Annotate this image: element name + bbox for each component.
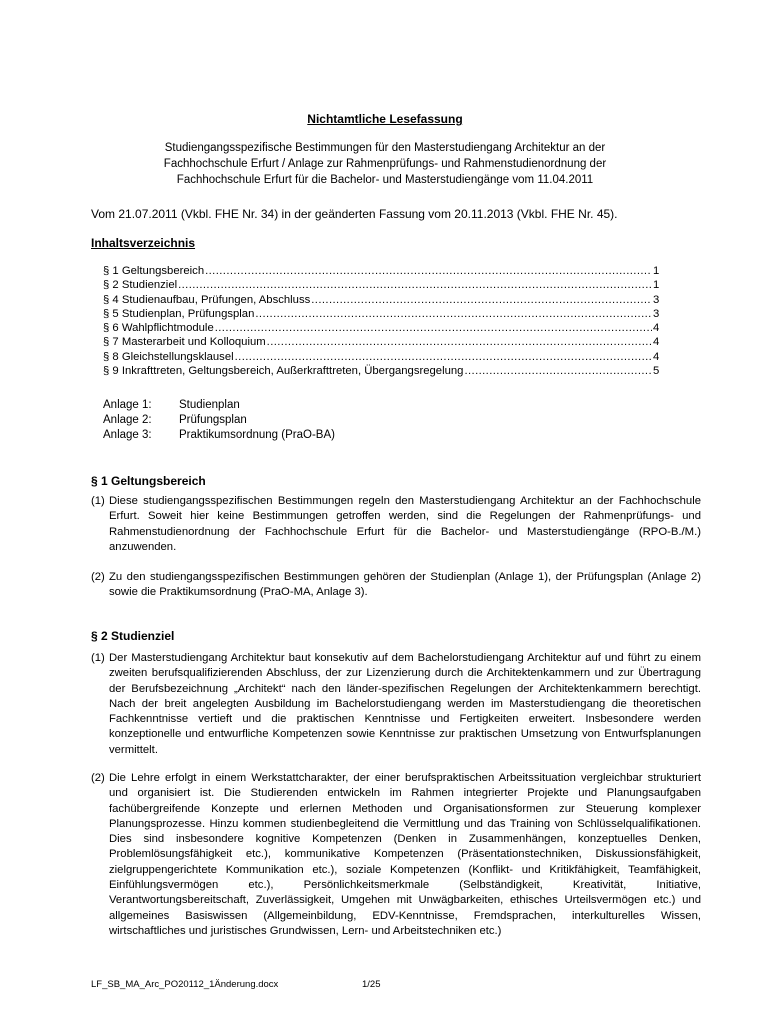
toc-entry-page: 1 <box>653 265 660 277</box>
paragraph-number: (2) <box>91 571 105 583</box>
paragraph-text: Diese studiengangsspezifischen Bestimmungen regeln den Masterstudiengang Architektur an der Fachhochschule Erfurt. Soweit hier keine Bestimmungen getroffen werden, sind die Regelungen der Rahmenprüfungs- und Rahmenstudienordnung der Fachhochschule Erfurt für die Bachelor- und Masterstudiengänge (RPO-B./M.) anzuwenden. <box>109 495 701 553</box>
annex-item <box>103 413 335 428</box>
toc-leader <box>178 278 652 292</box>
paragraph-number: (2) <box>91 772 105 784</box>
toc-entry[interactable] <box>103 278 659 292</box>
toc-leader <box>205 264 652 278</box>
version-note: Vom 21.07.2011 (Vkbl. FHE Nr. 34) in der geänderten Fassung vom 20.11.2013 (Vkbl. FHE Nr. 45). <box>91 207 618 221</box>
toc-entry-label: § 4 Studienaufbau, Prüfungen, Abschluss <box>103 293 311 306</box>
document-title: Nichtamtliche Lesefassung <box>307 112 463 126</box>
annex-list <box>103 398 335 443</box>
toc-entry-page: 4 <box>653 336 660 349</box>
annex-name: Studienplan <box>179 399 240 411</box>
toc-entry-label: § 2 Studienziel <box>103 279 178 292</box>
toc-leader <box>464 364 652 378</box>
toc-entry[interactable] <box>103 264 659 278</box>
toc-entry[interactable] <box>103 321 659 335</box>
annex-name: Praktikumsordnung (PraO-BA) <box>179 429 335 441</box>
section-2-heading: § 2 Studienziel <box>91 629 175 643</box>
annex-label: Anlage 1: <box>103 399 152 411</box>
footer-filename: LF_SB_MA_Arc_PO20112_1Änderung.docx <box>91 979 279 990</box>
paragraph-number: (1) <box>91 495 105 507</box>
section-2-paragraph-2 <box>91 771 701 939</box>
section-1-heading: § 1 Geltungsbereich <box>91 474 206 488</box>
toc-entry-label: § 7 Masterarbeit und Kolloquium <box>103 336 266 349</box>
toc-entry-page: 3 <box>653 307 660 320</box>
section-1-paragraph-1 <box>91 494 701 555</box>
annex-label: Anlage 2: <box>103 414 152 426</box>
paragraph-number: (1) <box>91 652 105 664</box>
subtitle-line: Fachhochschule Erfurt für die Bachelor- und Masterstudiengänge vom 11.04.2011 <box>176 174 594 186</box>
toc-leader <box>215 321 652 335</box>
toc-entry-page: 4 <box>653 322 660 335</box>
subtitle-line: Fachhochschule Erfurt / Anlage zur Rahmenprüfungs- und Rahmenstudienordnung der <box>163 158 607 170</box>
toc-leader <box>267 335 652 349</box>
toc-entry-label: § 9 Inkrafttreten, Geltungsbereich, Außerkrafttreten, Übergangsregelung <box>103 365 464 378</box>
paragraph-text: Zu den studiengangsspezifischen Bestimmungen gehören der Studienplan (Anlage 1), der Prüfungsplan (Anlage 2) sowie die Praktikumsordnung (PraO-MA, Anlage 3). <box>109 571 701 599</box>
annex-item <box>103 398 335 413</box>
annex-item <box>103 428 335 443</box>
toc-leader <box>311 293 652 307</box>
toc-leader <box>235 350 652 364</box>
toc-entry-label: § 5 Studienplan, Prüfungsplan <box>103 307 255 320</box>
toc-leader <box>255 307 652 321</box>
toc-entry-label: § 6 Wahlpflichtmodule <box>103 322 214 335</box>
toc-entry-page: 5 <box>653 365 660 378</box>
table-of-contents <box>103 264 659 378</box>
toc-entry[interactable] <box>103 364 659 378</box>
toc-entry-page: 3 <box>653 293 660 306</box>
subtitle-line: Studiengangsspezifische Bestimmungen für den Masterstudiengang Architektur an der <box>164 142 606 154</box>
toc-entry-label: § 1 Geltungsbereich <box>103 265 205 277</box>
toc-entry-label: § 8 Gleichstellungsklausel <box>103 350 234 363</box>
toc-entry[interactable] <box>103 350 659 364</box>
paragraph-text: Der Masterstudiengang Architektur baut konsekutiv auf dem Bachelorstudiengang Architektur auf und führt zu einem zweiten berufsqualifizierenden Abschluss, der zur Lizenzierung durch die Architektenkammern und zur Übertragung der Berufsbezeichnung „Architekt“ nach den länder-spezifischen Regelungen der Architektenkammern berechtigt. Nach der breit angelegten Ausbildung im Bachelorstudiengang werden im Masterstudiengang die theoretischen Fachkenntnisse vertieft und die praktischen Kenntnisse und Fertigkeiten erweitert. Insbesondere werden konzeptionelle und entwurfliche Kompetenzen sowie Kenntnisse zur praktischen Umsetzung von Entwurfsplanungen vermittelt. <box>109 652 701 756</box>
section-1-paragraph-2 <box>91 570 701 601</box>
section-2-paragraph-1 <box>91 651 701 758</box>
toc-entry-page: 4 <box>653 350 660 363</box>
paragraph-text: Die Lehre erfolgt in einem Werkstattcharakter, der einer berufspraktischen Arbeitssituation vergleichbar strukturiert und organisiert ist. Die Studierenden entwickeln im Rahmen integrierter Projekte und Planungsaufgaben fachübergreifende Konzepte und erlernen Methoden und Organisationsformen zur Steuerung komplexer Planungsprozesse. Hinzu kommen studienbegleitend die Vermittlung und das Training von Schlüsselqualifikationen. Dies sind insbesondere kognitive Kompetenzen (Denken in Zusammenhängen, konzeptuelles Denken, Problemlösungsfähigkeit etc.), kommunikative Kompetenzen (Präsentationstechniken, Diskussionsfähigkeit, zielgruppengerichtete Kommunikation etc.), soziale Kompetenzen (Konflikt- und Kritikfähigkeit, Teamfähigkeit, Einfühlungsvermögen etc.), Persönlichkeitsmerkmale (Selbständigkeit, Kreativität, Initiative, Verantwortungsbereitschaft, Zuverlässigkeit, Umgehen mit Unwägbarkeiten, ethisches Urteilsvermögen etc.) und allgemeines Basiswissen (Allgemeinbildung, EDV-Kenntnisse, Fremdsprachen, interkulturelles Wissen, wirtschaftliches und juristisches Grundwissen, Lern- und Arbeitstechniken etc.) <box>109 772 701 937</box>
toc-heading: Inhaltsverzeichnis <box>91 236 196 250</box>
toc-entry[interactable] <box>103 293 659 307</box>
annex-name: Prüfungsplan <box>179 414 247 426</box>
toc-entry[interactable] <box>103 335 659 349</box>
document-subtitle <box>0 140 770 188</box>
annex-label: Anlage 3: <box>103 429 152 441</box>
toc-entry[interactable] <box>103 307 659 321</box>
toc-entry-page: 1 <box>653 279 660 292</box>
footer-page-number: 1/25 <box>362 979 381 990</box>
